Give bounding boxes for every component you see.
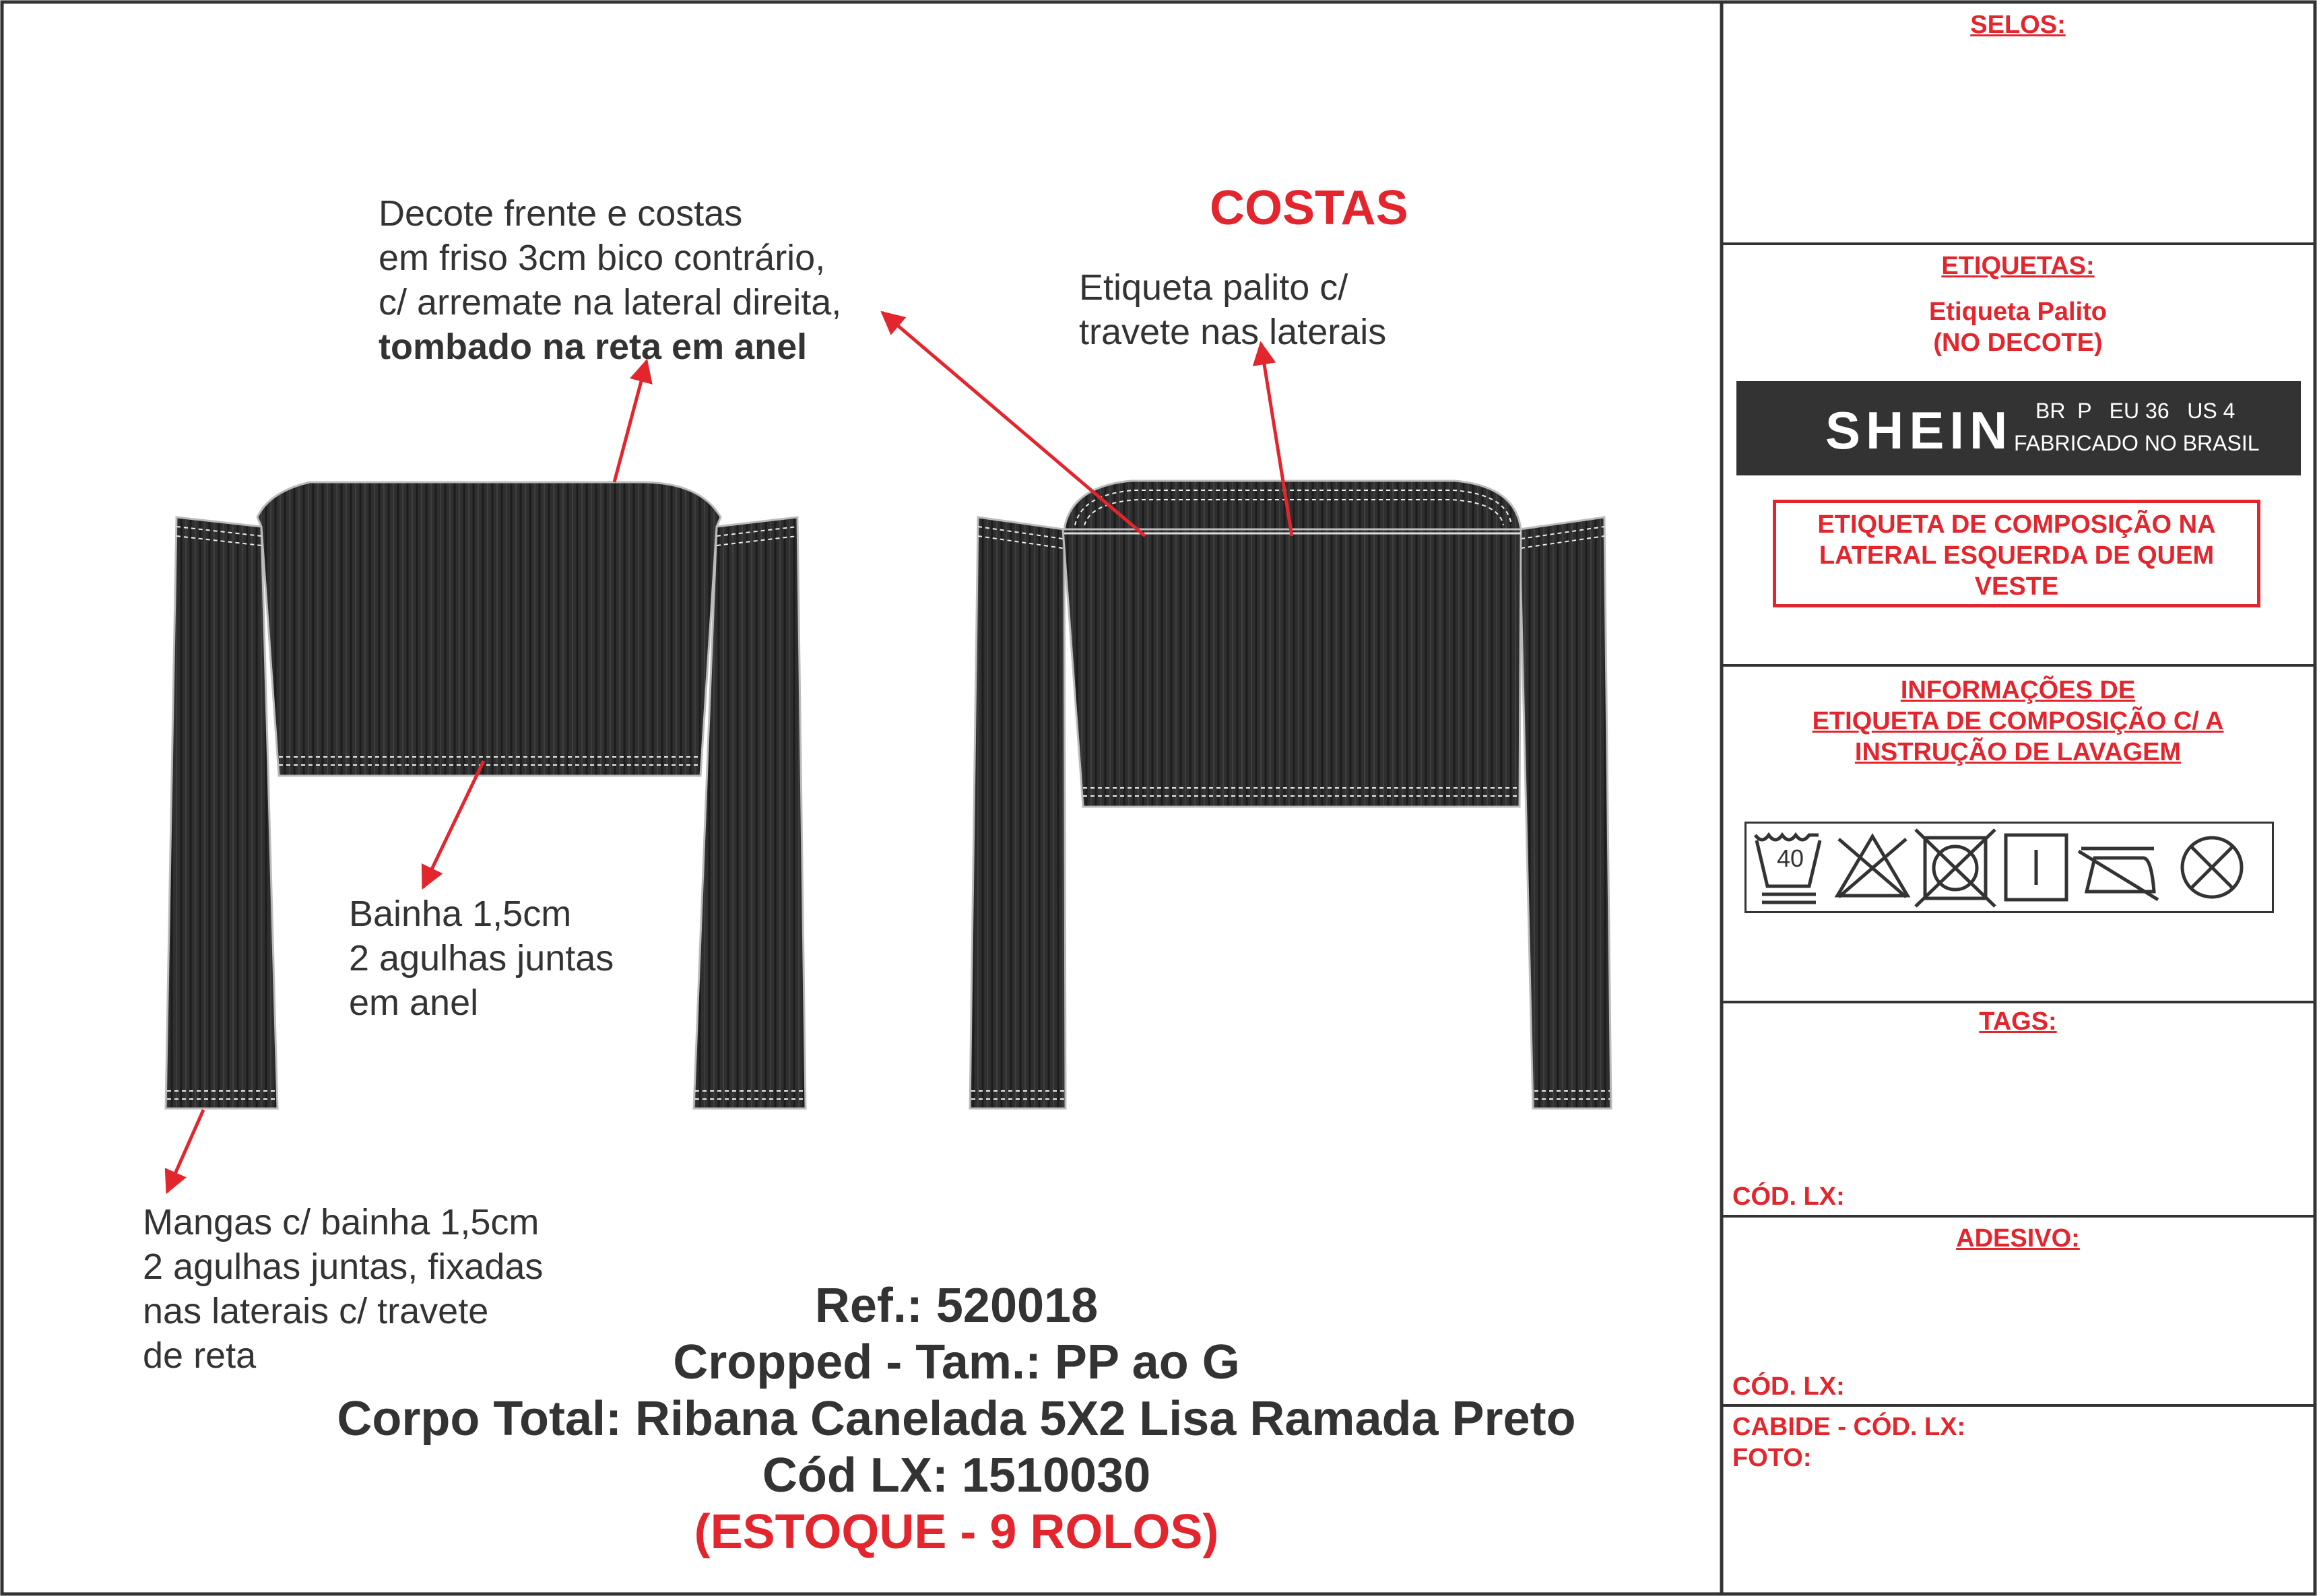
tags-cod-lx: CÓD. LX: bbox=[1732, 1183, 1845, 1211]
sleeves-line3: nas laterais c/ travete bbox=[143, 1291, 489, 1331]
etiqueta-line2: (NO DECOTE) bbox=[1933, 329, 2103, 357]
composition-line3: VESTE bbox=[1974, 572, 2059, 601]
brand-label bbox=[1736, 381, 2301, 475]
label-annotation bbox=[1079, 265, 1386, 354]
composition-text bbox=[1773, 509, 2260, 602]
info-line3: INSTRUÇÃO DE LAVAGEM bbox=[1854, 738, 2182, 766]
info-title bbox=[1722, 675, 2314, 768]
etiqueta-line1: Etiqueta Palito bbox=[1929, 298, 2107, 326]
neckline-line1: Decote frente e costas bbox=[379, 193, 743, 234]
sleeve-arrow bbox=[167, 1110, 203, 1192]
cabide-cod-lx: CABIDE - CÓD. LX: bbox=[1732, 1413, 1966, 1441]
neckline-line2: em friso 3cm bico contrário, bbox=[379, 238, 826, 278]
label-arrow bbox=[1261, 343, 1292, 536]
product-code: Cód LX: 1510030 bbox=[762, 1449, 1151, 1502]
neckline-annotation bbox=[379, 191, 841, 369]
neckline-line4: tombado na reta em anel bbox=[379, 327, 808, 367]
selos-title: SELOS: bbox=[1970, 11, 2066, 39]
foto-label: FOTO: bbox=[1732, 1444, 1812, 1472]
adesivo-cod-lx: CÓD. LX: bbox=[1732, 1372, 1845, 1401]
hem-arrow bbox=[423, 761, 484, 888]
info-line1: INFORMAÇÕES DE bbox=[1900, 676, 2136, 704]
no-iron-icon bbox=[2079, 849, 2158, 900]
wash-temperature: 40 bbox=[1777, 844, 1804, 872]
line-dry-icon bbox=[2006, 835, 2066, 900]
composition-line1: ETIQUETA DE COMPOSIÇÃO NA bbox=[1817, 510, 2216, 539]
brand-sizes: BR P EU 36 US 4 bbox=[2035, 399, 2236, 423]
label-note-line1: Etiqueta palito c/ bbox=[1079, 267, 1348, 308]
etiquetas-title: ETIQUETAS: bbox=[1941, 252, 2095, 280]
tags-title: TAGS: bbox=[1979, 1007, 2057, 1036]
view-label: COSTAS bbox=[1210, 181, 1408, 235]
label-note-line2: travete nas laterais bbox=[1079, 312, 1387, 352]
hem-annotation bbox=[349, 892, 614, 1025]
no-dry-clean-icon bbox=[2182, 838, 2242, 897]
product-ref: Ref.: 520018 bbox=[814, 1279, 1099, 1333]
product-body: Corpo Total: Ribana Canelada 5X2 Lisa Ramada Preto bbox=[337, 1392, 1576, 1446]
hem-line3: em anel bbox=[349, 983, 479, 1023]
no-tumble-dry-icon bbox=[1916, 830, 1995, 906]
sleeves-line2: 2 agulhas juntas, fixadas bbox=[143, 1246, 544, 1287]
hem-line1: Bainha 1,5cm bbox=[349, 894, 572, 934]
neckline-line3: c/ arremate na lateral direita, bbox=[379, 282, 842, 323]
composition-line2: LATERAL ESQUERDA DE QUEM bbox=[1819, 541, 2215, 570]
adesivo-title: ADESIVO: bbox=[1956, 1224, 2080, 1253]
no-bleach-icon bbox=[1837, 836, 1907, 897]
sleeves-line1: Mangas c/ bainha 1,5cm bbox=[143, 1202, 540, 1242]
product-model: Cropped - Tam.: PP ao G bbox=[673, 1335, 1240, 1389]
brand-name: SHEIN bbox=[1825, 401, 2013, 460]
sleeves-line4: de reta bbox=[143, 1335, 257, 1376]
info-line2: ETIQUETA DE COMPOSIÇÃO C/ A bbox=[1812, 707, 2224, 735]
wash-care-icons bbox=[1744, 822, 2274, 913]
etiqueta-type bbox=[1722, 296, 2314, 358]
product-stock: (ESTOQUE - 9 ROLOS) bbox=[694, 1505, 1219, 1559]
neckline-arrow bbox=[614, 361, 647, 482]
hem-line2: 2 agulhas juntas bbox=[349, 938, 614, 978]
brand-made-in: FABRICADO NO BRASIL bbox=[2014, 431, 2260, 455]
